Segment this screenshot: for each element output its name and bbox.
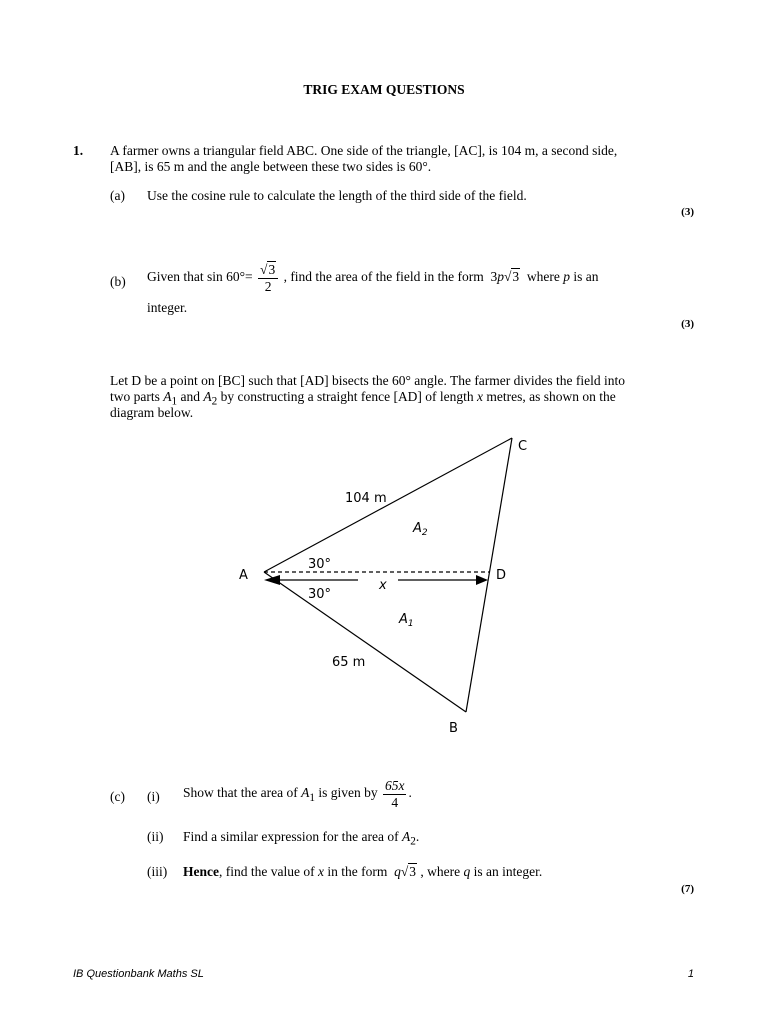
variable-q: q [463, 864, 471, 879]
part-b-line-2: integer. [147, 300, 188, 315]
vertex-d-label: D [496, 568, 507, 583]
part-a-label: (a) [110, 188, 125, 203]
part-b-text-end: is an [573, 269, 599, 285]
intro-line-2: [AB], is 65 m and the angle between these two sides is 60°. [110, 159, 432, 174]
footer-page-number: 1 [687, 968, 694, 980]
side-ac-label: 104 m [345, 491, 387, 506]
arrow-head-left [264, 575, 280, 585]
side-ac [264, 438, 512, 572]
variable-x: x [317, 864, 324, 879]
fence-x-label: x [379, 578, 387, 593]
65x-over-4-fraction [383, 778, 407, 810]
part-b-text-mid: , find the area of the field in the form [283, 269, 484, 285]
question-number: 1. [73, 143, 84, 158]
subscript-1: 1 [309, 791, 315, 804]
part-c-iii-text-3: , where [420, 864, 464, 879]
angle-bottom-label: 30° [308, 587, 332, 602]
part-c-marks: (7) [681, 883, 694, 895]
context-line-3: diagram below. [110, 405, 194, 420]
hence-bold: Hence [183, 864, 219, 879]
variable-q: q [394, 864, 401, 879]
part-c-ii-label: (ii) [147, 829, 164, 844]
variable-x: x [477, 389, 484, 404]
part-c-ii-line [183, 829, 419, 848]
period: . [408, 785, 412, 801]
intro-line-1: A farmer owns a triangular field ABC. One side of the triangle, [AC], is 104 m, a second side, [110, 143, 618, 158]
arrow-head-right [476, 575, 488, 585]
context-and: and [177, 389, 204, 404]
part-c-label: (c) [110, 789, 125, 804]
vertex-b-label: B [449, 721, 458, 736]
fraction-numerator: √3 [258, 262, 278, 279]
form-radicand: 3 [512, 269, 520, 285]
part-c-iii-text-2: in the form [323, 864, 388, 879]
part-c-iii-line: Hence, find the value of x in the form q√3 , where q is an integer. [183, 864, 543, 879]
part-c-i-text: Show that the area of [183, 785, 302, 801]
fraction-denominator: 4 [391, 794, 399, 810]
vertex-c-label: C [518, 439, 528, 454]
side-ab-label: 65 m [332, 655, 366, 670]
part-a-marks: (3) [681, 206, 694, 218]
region-symbol: A [163, 389, 172, 404]
region-letter: A [399, 612, 408, 627]
part-c-i-line [183, 778, 412, 810]
part-c-i-text-2: is given by [314, 785, 378, 801]
fraction-denominator: 2 [264, 278, 272, 294]
part-b-line: Given that sin 60°= $\frac{√3}{2}$ , find the area of the field in the form 3p√3 where p is an [147, 262, 599, 294]
part-b-label: (b) [110, 274, 126, 289]
region-letter: A [413, 521, 422, 536]
vertex-a-label: A [239, 568, 248, 583]
angle-top-label: 30° [308, 557, 332, 572]
part-c-i-label: (i) [147, 789, 160, 804]
fraction-numerator: 65x [384, 778, 405, 793]
footer-source: IB Questionbank Maths SL [73, 968, 204, 980]
region-a1-label [398, 612, 414, 629]
form-coefficient: 3 [490, 269, 498, 285]
subscript-1: 1 [171, 395, 178, 408]
subscript-2: 2 [211, 395, 218, 408]
context-text: by constructing a straight fence [AD] of length [217, 389, 478, 404]
radicand: 3 [409, 864, 417, 879]
variable-p: p [563, 269, 571, 285]
period: . [415, 829, 420, 844]
part-c-iii-label: (iii) [147, 864, 168, 879]
page-title: TRIG EXAM QUESTIONS [303, 82, 465, 97]
radicand: 3 [268, 262, 276, 277]
part-b-text-after: where [526, 269, 560, 285]
part-b-text-before: Given that sin 60°= [147, 269, 253, 285]
context-text: metres, as shown on the [483, 389, 616, 404]
region-subscript: 1 [407, 619, 414, 629]
region-symbol: A [301, 785, 310, 801]
context-text: two parts [110, 389, 164, 404]
part-c-iii-text: , find the value of [219, 864, 318, 879]
subscript-2: 2 [410, 835, 416, 848]
form-variable-p: p [497, 269, 504, 285]
region-a2-label [412, 521, 428, 538]
region-symbol: A [401, 829, 411, 844]
part-c-iii-text-4: is an integer. [470, 864, 543, 879]
context-line-1: Let D be a point on [BC] such that [AD] bisects the 60° angle. The farmer divides the field into [110, 373, 626, 388]
region-subscript: 2 [421, 528, 428, 538]
part-a-text: Use the cosine rule to calculate the length of the third side of the field. [147, 188, 527, 203]
region-symbol: A [203, 389, 212, 404]
side-ab [264, 572, 466, 712]
part-c-ii-text: Find a similar expression for the area of [183, 829, 402, 844]
part-b-marks: (3) [681, 318, 694, 330]
